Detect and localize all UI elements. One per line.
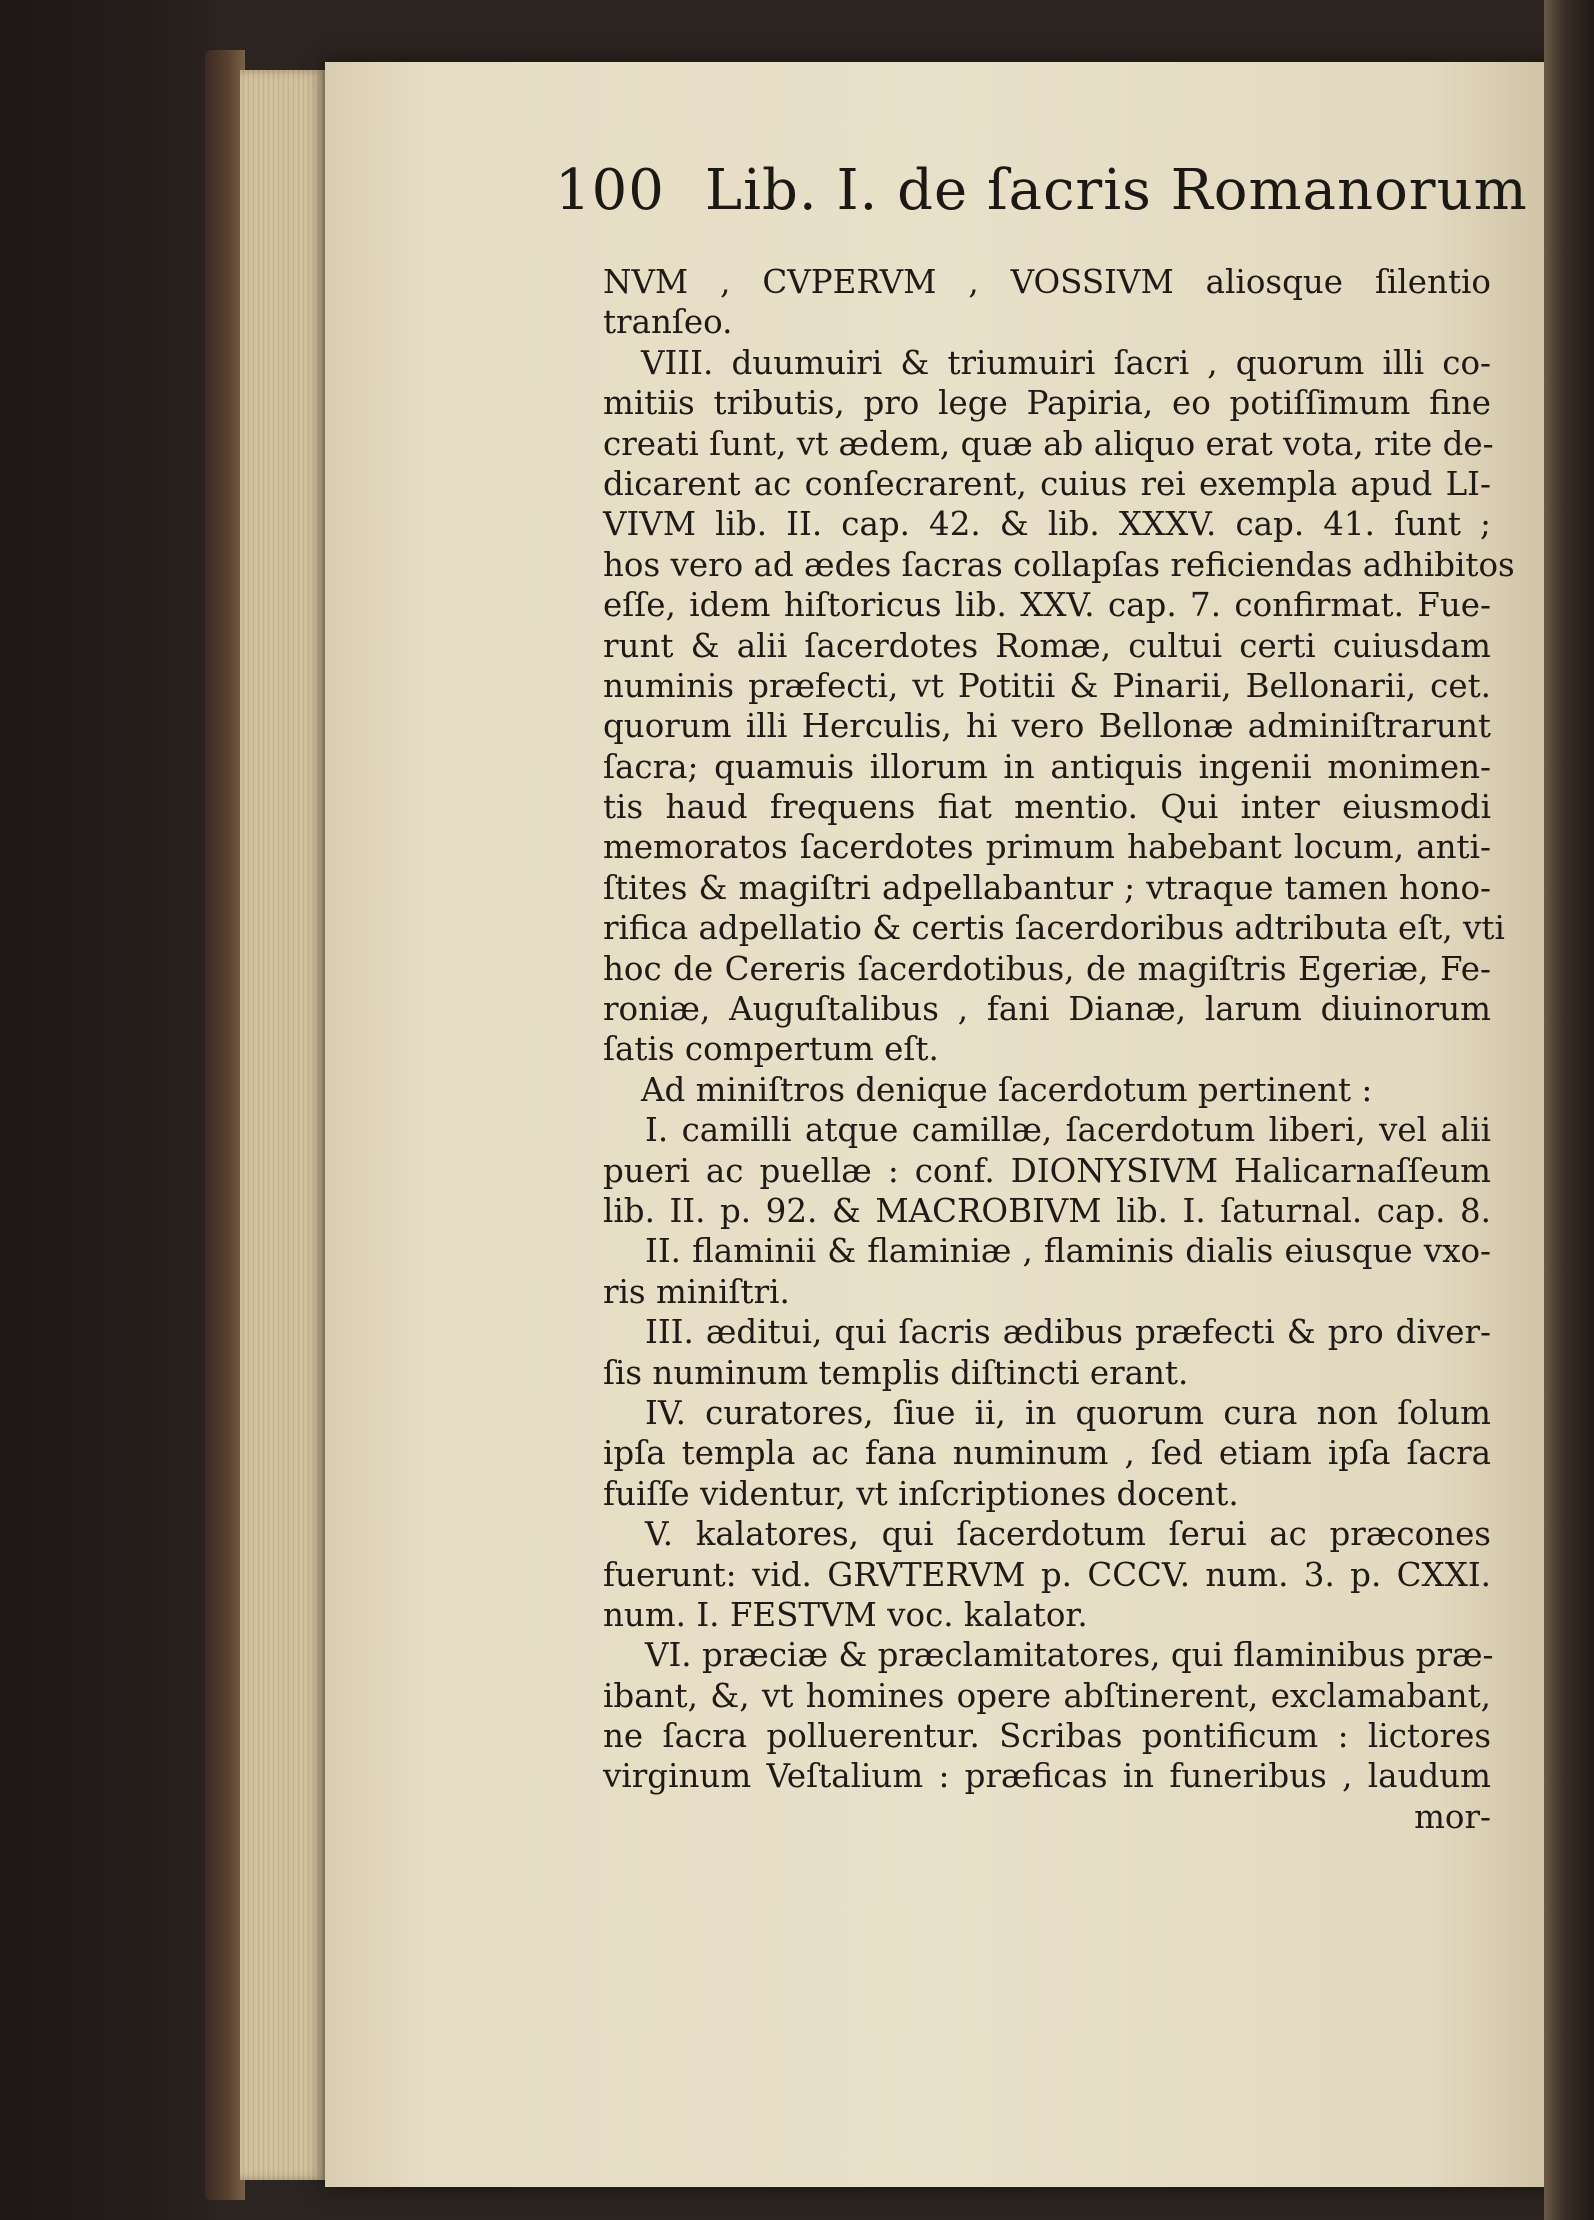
running-header bbox=[555, 158, 1528, 228]
text-line: runt & alii ſacerdotes Romæ, cultui certi cuiusdam bbox=[603, 626, 1491, 665]
text-line: I. camilli atque camillæ, ſacerdotum liberi, vel alii bbox=[645, 1111, 1491, 1150]
text-line: mitiis tributis, pro lege Papiria, eo potiſſimum fine bbox=[603, 384, 1491, 423]
text-line: NVM , CVPERVM , VOSSIVM aliosque ſilentio bbox=[603, 263, 1491, 301]
text-line: eſſe, idem hiſtoricus lib. XXV. cap. 7. confirmat. Fue- bbox=[603, 586, 1491, 625]
text-line: fuiſſe videntur, vt inſcriptiones docent. bbox=[603, 1474, 1239, 1513]
text-line: fuerunt: vid. GRVTERVM p. CCCV. num. 3. p. CXXI. bbox=[603, 1555, 1491, 1594]
text-line: VIII. duumuiri & triumuiri ſacri , quorum illi co- bbox=[641, 343, 1491, 382]
text-line: ſacra; quamuis illorum in antiquis ingenii monimen- bbox=[603, 747, 1491, 786]
text-line: numinis præfecti, vt Potitii & Pinarii, Bellonarii, cet. bbox=[603, 666, 1491, 705]
text-line: ipſa templa ac fana numinum , ſed etiam ipſa ſacra bbox=[603, 1434, 1491, 1473]
text-line: ne ſacra polluerentur. Scribas pontificum : lictores bbox=[603, 1717, 1491, 1756]
text-line: creati ſunt, vt ædem, quæ ab aliquo erat vota, rite de- bbox=[603, 424, 1494, 463]
text-line: Ad miniſtros denique ſacerdotum pertinent : bbox=[641, 1070, 1373, 1109]
text-line: II. flaminii & flaminiæ , flaminis dialis eiusque vxo- bbox=[645, 1232, 1491, 1271]
text-line: ſis numinum templis diſtincti erant. bbox=[603, 1353, 1189, 1392]
text-line: tranſeo. bbox=[603, 303, 733, 342]
book-cover-left bbox=[0, 0, 215, 2220]
text-line: pueri ac puellæ : conf. DIONYSIVM Halicarnaſſeum bbox=[603, 1151, 1491, 1190]
text-line: virginum Veſtalium : præficas in funeribus , laudum bbox=[603, 1757, 1491, 1796]
text-line: VI. præciæ & præclamitatores, qui flaminibus præ- bbox=[645, 1636, 1494, 1675]
book-binding bbox=[205, 50, 245, 2200]
text-line: V. kalatores, qui ſacerdotum ſerui ac præcones bbox=[645, 1515, 1491, 1554]
text-line: ris miniſtri. bbox=[603, 1272, 790, 1311]
text-line: memoratos ſacerdotes primum habebant locum, anti- bbox=[603, 828, 1491, 867]
text-line: lib. II. p. 92. & MACROBIVM lib. I. ſaturnal. cap. 8. bbox=[603, 1191, 1491, 1230]
text-line: ſatis compertum eſt. bbox=[603, 1030, 939, 1069]
running-title: Lib. I. de ſacris Romanorum bbox=[704, 158, 1528, 223]
text-line: ibant, &, vt homines opere abſtinerent, exclamabant, bbox=[603, 1676, 1491, 1715]
body-text bbox=[603, 262, 1515, 1837]
text-line: roniæ, Auguſtalibus , fani Dianæ, larum diuinorum bbox=[603, 990, 1491, 1029]
text-line: num. I. FESTVM voc. kalator. bbox=[603, 1595, 1088, 1634]
text-line: rifica adpellatio & certis ſacerdoribus adtributa eſt, vti bbox=[603, 909, 1505, 948]
text-line: quorum illi Herculis, hi vero Bellonæ adminiſtrarunt bbox=[603, 707, 1491, 746]
text-line: dicarent ac conſecrarent, cuius rei exempla apud LI- bbox=[603, 464, 1491, 503]
page-number: 100 bbox=[555, 158, 665, 223]
text-line: tis haud frequens fiat mentio. Qui inter eiusmodi bbox=[603, 788, 1491, 827]
text-line: III. æditui, qui ſacris ædibus præfecti & pro diver- bbox=[645, 1313, 1491, 1352]
text-line: ſtites & magiſtri adpellabantur ; vtraque tamen hono- bbox=[603, 868, 1491, 907]
text-line: hoc de Cereris ſacerdotibus, de magiſtris Egeriæ, Fe- bbox=[603, 949, 1491, 988]
book-cover-right bbox=[1544, 0, 1594, 2220]
catchword: mor- bbox=[1414, 1797, 1491, 1836]
text-line: IV. curatores, ſiue ii, in quorum cura non ſolum bbox=[645, 1393, 1491, 1432]
text-line: VIVM lib. II. cap. 42. & lib. XXXV. cap. 41. ſunt ; bbox=[603, 505, 1491, 544]
page-edges bbox=[240, 70, 328, 2180]
text-line: hos vero ad ædes ſacras collapſas reficiendas adhibitos bbox=[603, 545, 1515, 584]
